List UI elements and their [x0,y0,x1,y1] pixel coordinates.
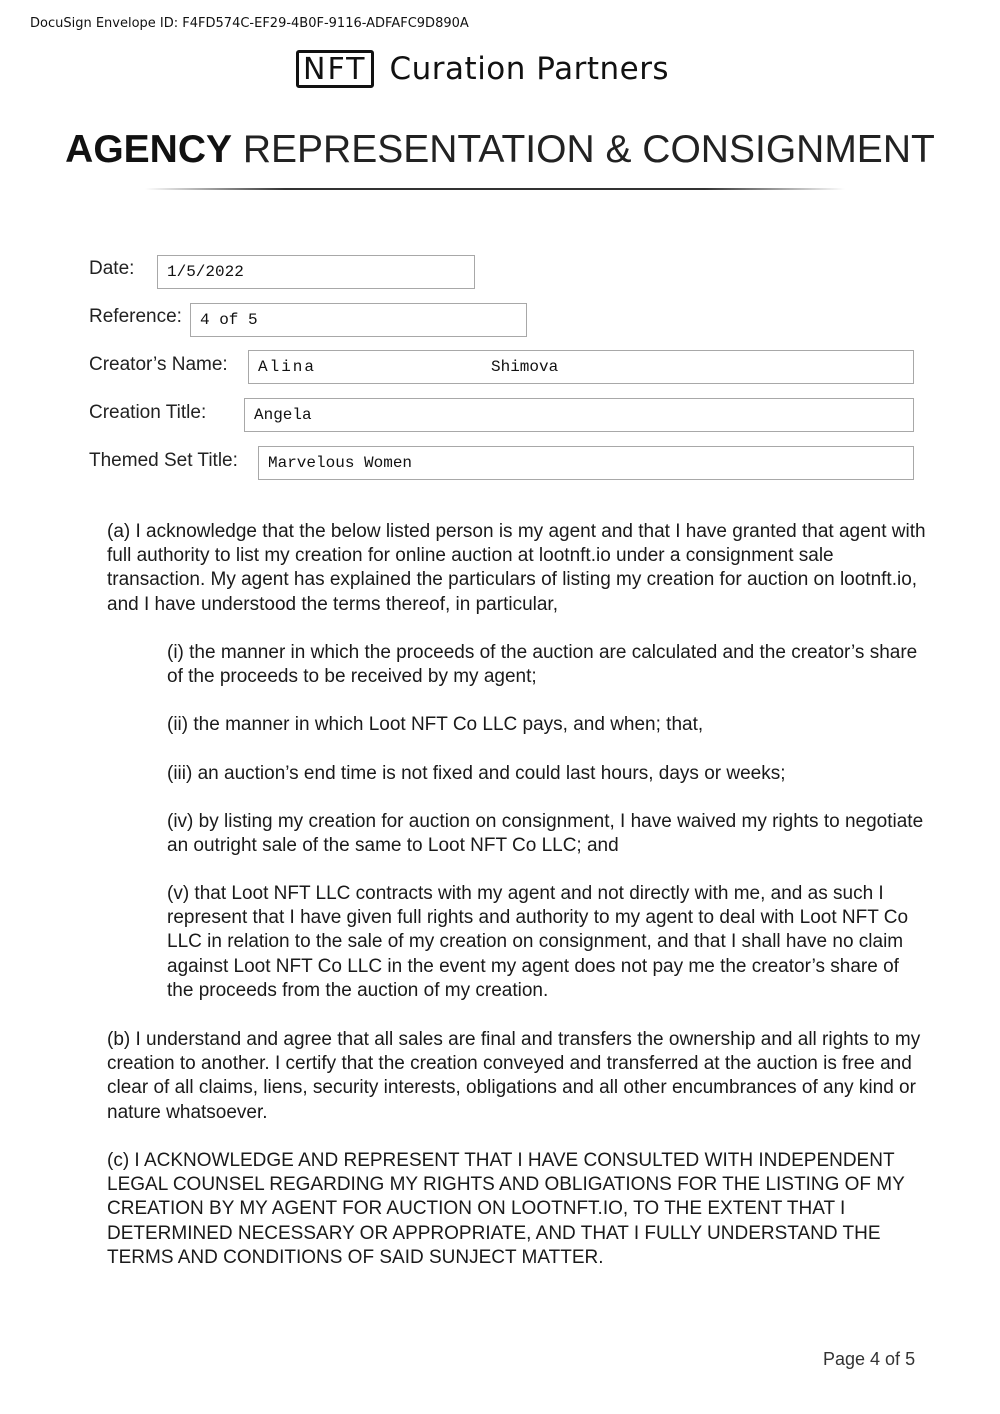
creator-last-name: Shimova [491,358,559,376]
clause-a-v: (v) that Loot NFT LLC contracts with my agent and not directly with me, and as such I represent that I have given full rights and authority to my agent to deal with Loot NFT Co LLC in relation to the sale of my creation on consignment, and that I shall have no claim against Loot NFT Co LLC in the event my agent does not pay me the creator’s share of the proceeds from the auction of my creation. [167,883,909,1001]
page-number: Page 4 of 5 [823,1349,916,1369]
document-title [0,128,1000,172]
title-rest: REPRESENTATION & CONSIGNMENT [232,128,935,171]
reference-label: Reference: [89,306,182,327]
clause-c: (c) I ACKNOWLEDGE AND REPRESENT THAT I HAVE CONSULTED WITH INDEPENDENT LEGAL COUNSEL REGARDING MY RIGHTS AND OBLIGATIONS FOR THE LISTING OF MY CREATION BY MY AGENT FOR AUCTION ON LOOTNFT.IO, TO THE EXTENT THAT I DETERMINED NECESSARY OR APPROPRIATE, AND THAT I FULLY UNDERSTAND THE TERMS AND CONDITIONS OF SAID SUNJECT MATTER. [107,1150,905,1268]
company-logo [296,50,669,88]
clause-a-ii: (ii) the manner in which Loot NFT Co LLC pays, and when; that, [167,714,704,735]
clause-a: (a) I acknowledge that the below listed person is my agent and that I have granted that agent with full authority to list my creation for online auction at lootnft.io under a consignment sale transaction. My agent has explained the particulars of listing my creation for auction on lootnft.io, and I have understood the terms thereof, in particular, [107,521,926,615]
envelope-id: DocuSign Envelope ID: F4FD574C-EF29-4B0F-9116-ADFAFC9D890A [30,16,469,31]
creator-name-label: Creator’s Name: [89,354,228,375]
clause-a-iii: (iii) an auction’s end time is not fixed and could last hours, days or weeks; [167,763,786,784]
clause-b: (b) I understand and agree that all sales are final and transfers the ownership and all rights to my creation to another. I certify that the creation conveyed and transferred at the auction is free and clear of all claims, liens, security interests, obligations and all other encumbrances of any kind or nature whatsoever. [107,1029,921,1123]
creator-name-field[interactable] [248,350,914,384]
creation-title-field[interactable]: Angela [244,398,914,432]
title-bold: AGENCY [65,128,233,171]
reference-field[interactable]: 4 of 5 [190,303,527,337]
title-divider [145,188,845,190]
logo-name: Curation Partners [389,51,670,87]
themed-set-title-field[interactable]: Marvelous Women [258,446,914,480]
logo-box-text: NFT [296,50,374,88]
clause-a-iv: (iv) by listing my creation for auction on consignment, I have waived my rights to negotiate an outright sale of the same to Loot NFT Co LLC; and [167,811,924,857]
date-label: Date: [89,258,135,279]
creator-first-name: Alina [258,358,317,376]
creation-title-label: Creation Title: [89,402,207,423]
themed-set-title-label: Themed Set Title: [89,450,238,471]
clause-a-i: (i) the manner in which the proceeds of the auction are calculated and the creator’s share of the proceeds to be received by my agent; [167,642,918,688]
date-field[interactable]: 1/5/2022 [157,255,475,289]
